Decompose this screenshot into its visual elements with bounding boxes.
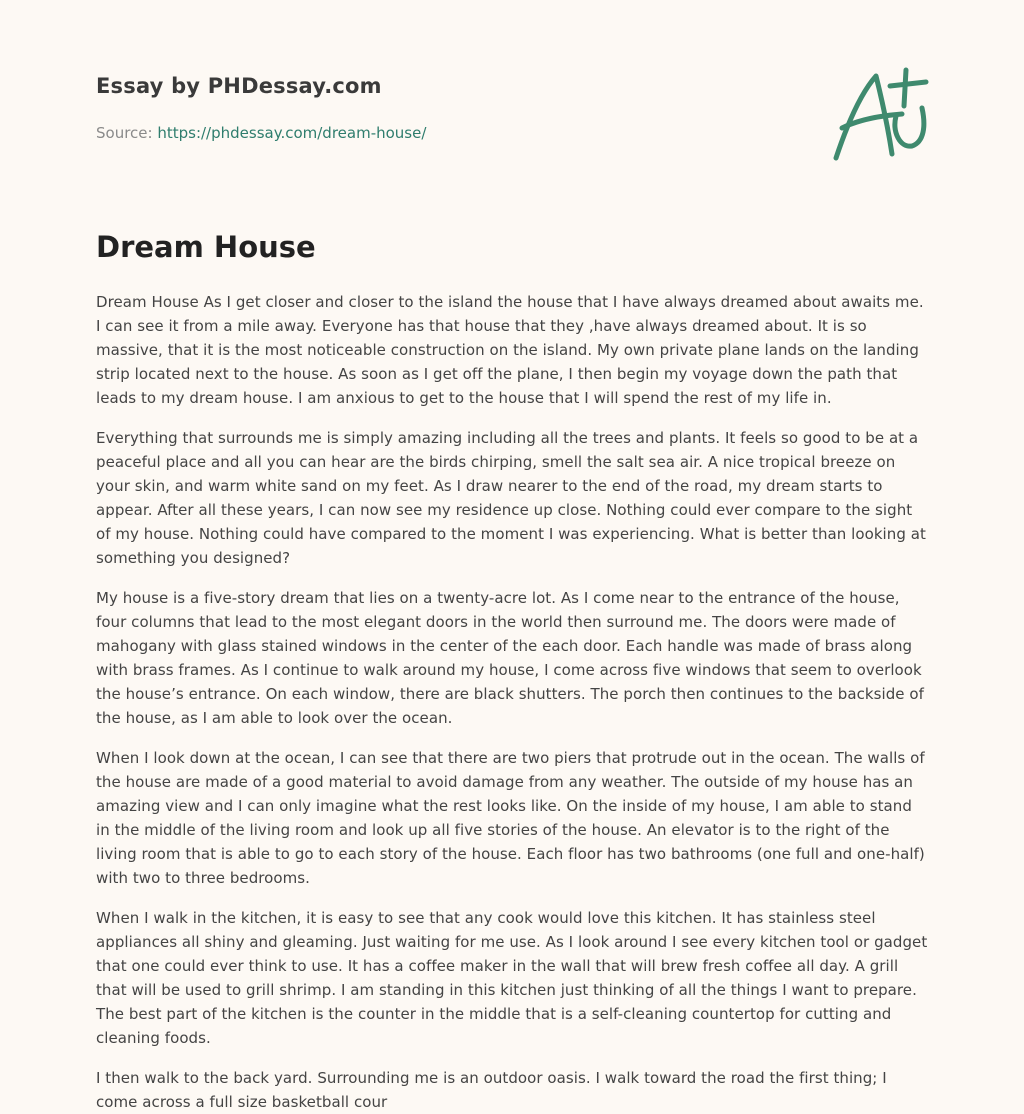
source-link[interactable]: https://phdessay.com/dream-house/ xyxy=(157,124,427,142)
essay-paragraph: Everything that surrounds me is simply amazing including all the trees and plants. It feels so good to be at a peaceful place and all you can hear are the birds chirping, smell the salt sea air. A nice tropical breeze on your skin, and warm white sand on my feet. As I draw nearer to the end of the road, my dream starts to appear. After all these years, I can now see my residence up close. Nothing could ever compare to the sight of my house. Nothing could have compared to the moment I was experiencing. What is better than looking at something you designed? xyxy=(96,429,926,567)
essay-body xyxy=(96,290,928,1114)
essay-paragraph: When I walk in the kitchen, it is easy to see that any cook would love this kitchen. It has stainless steel appliances all shiny and gleaming. Just waiting for me use. As I look around I see every kitchen tool or gadget that one could ever think to use. It has a coffee maker in the wall that will brew fresh coffee all day. A grill that will be used to grill shrimp. I am standing in this kitchen just thinking of all the things I want to prepare. The best part of the kitchen is the counter in the middle that is a self-cleaning countertop for cutting and cleaning foods. xyxy=(96,909,928,1047)
source-label: Source: xyxy=(96,124,158,142)
site-title: Essay by PHDessay.com xyxy=(96,74,382,98)
essay-paragraph: My house is a five-story dream that lies on a twenty-acre lot. As I come near to the entrance of the house, four columns that lead to the most elegant doors in the world then surround me. The doors were made of mahogany with glass stained windows in the center of the each door. Each handle was made of brass along with brass frames. As I continue to walk around my house, I come across five windows that seem to overlook the house’s entrance. On each window, there are black shutters. The porch then continues to the backside of the house, as I am able to look over the ocean. xyxy=(96,589,924,727)
a-plus-grade-icon xyxy=(828,66,932,166)
essay-title: Dream House xyxy=(96,230,316,264)
essay-paragraph: I then walk to the back yard. Surrounding me is an outdoor oasis. I walk toward the road the first thing; I come across a full size basketball cour xyxy=(96,1069,887,1111)
essay-paragraph: Dream House As I get closer and closer to the island the house that I have always dreamed about awaits me. I can see it from a mile away. Everyone has that house that they ,have always dreamed about. It is so massive, that it is the most noticeable construction on the island. My own private plane lands on the landing strip located next to the house. As soon as I get off the plane, I then begin my voyage down the path that leads to my dream house. I am anxious to get to the house that I will spend the rest of my life in. xyxy=(96,293,924,407)
page-header xyxy=(96,0,928,200)
source-line xyxy=(96,124,426,142)
essay-paragraph: When I look down at the ocean, I can see that there are two piers that protrude out in the ocean. The walls of the house are made of a good material to avoid damage from any weather. The outside of my house has an amazing view and I can only imagine what the rest looks like. On the inside of my house, I am able to stand in the middle of the living room and look up all five stories of the house. An elevator is to the right of the living room that is able to go to each story of the house. Each floor has two bathrooms (one full and one-half) with two to three bedrooms. xyxy=(96,749,925,887)
